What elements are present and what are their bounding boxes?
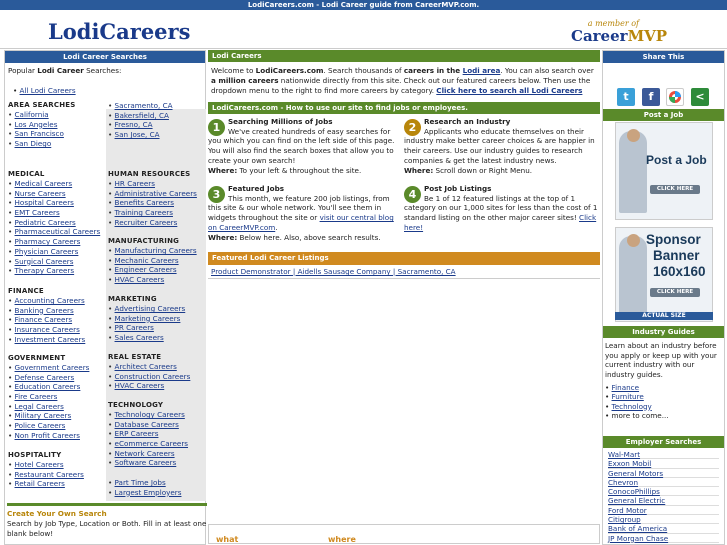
category-link[interactable]: Military Careers [14, 411, 72, 421]
step-body: Applicants who educate themselves on their industry make better career choices & are happier in their careers. Use our industry guides to research companies & get the latest industry news. [404, 126, 595, 165]
ad-line-3: 160x160 [653, 264, 706, 279]
member-text: a member of [587, 19, 639, 28]
step-title: Post Job Listings [424, 184, 492, 193]
category-link[interactable]: Construction Careers [114, 371, 191, 381]
step-1 [208, 117, 402, 175]
careermvp-logo-part1: Career [571, 27, 628, 45]
employer-item [608, 506, 719, 515]
twitter-icon[interactable]: t [617, 88, 635, 106]
step-body-text: Be 1 of 12 featured listings at the top of 1 category on our 1,000 sites for less than the cost of 1 standard listing on the other major career sites! [404, 193, 598, 223]
intro-suffix: Searches: [83, 66, 122, 75]
category-list [108, 246, 205, 285]
step-where [404, 166, 598, 176]
category-link[interactable]: Pediatric Careers [14, 217, 76, 227]
category-list [108, 478, 205, 497]
category-link[interactable]: Advertising Careers [114, 304, 186, 313]
category-item [8, 129, 106, 139]
howto-title: LodiCareers.com - How to use our site to find jobs or employees. [208, 102, 600, 114]
category-item [108, 381, 205, 391]
employer-link[interactable]: Wal-Mart [608, 450, 641, 459]
category-block [108, 101, 205, 140]
category-item [108, 189, 205, 199]
industry-title: Industry Guides [603, 326, 724, 338]
category-item [8, 382, 106, 392]
category-heading: HOSPITALITY [8, 451, 62, 459]
step-number-badge: 4 [404, 186, 421, 203]
intro-prefix: Popular [8, 66, 38, 75]
category-link[interactable]: Surgical Careers [14, 256, 74, 266]
category-link[interactable]: Nurse Careers [14, 188, 66, 198]
category-item [108, 420, 205, 430]
category-item [108, 246, 205, 256]
employer-link[interactable]: General Motors [608, 468, 664, 478]
header-divider [0, 48, 727, 49]
category-block [108, 295, 205, 343]
careermvp-logo-part2: MVP [627, 27, 668, 45]
category-link[interactable]: Insurance Careers [14, 325, 80, 335]
category-item [8, 208, 106, 218]
welcome-part: . Search thousands of [323, 66, 404, 75]
category-link[interactable]: eCommerce Careers [114, 439, 189, 449]
category-link[interactable]: Non Profit Careers [14, 430, 80, 440]
category-link[interactable]: Restaurant Careers [14, 469, 84, 479]
category-link[interactable]: Mechanic Careers [114, 255, 179, 265]
employer-title: Employer Searches [603, 436, 724, 448]
top-banner: LodiCareers.com - Lodi Career guide from CareerMVP.com. [0, 0, 727, 10]
employer-searches [603, 436, 724, 545]
category-heading: MARKETING [108, 295, 157, 303]
category-block [8, 354, 106, 441]
category-link[interactable]: PR Careers [114, 323, 154, 333]
welcome-text [208, 62, 600, 100]
post-job-title: Post a Job [603, 109, 724, 121]
featured-listings [208, 252, 600, 279]
category-link[interactable]: San Francisco [14, 129, 64, 139]
category-item [8, 247, 106, 257]
where-text: Scroll down or Right Menu. [433, 165, 533, 175]
category-link[interactable]: Investment Careers [14, 334, 86, 344]
industry-link[interactable]: Technology [611, 401, 652, 411]
category-item [8, 411, 106, 421]
welcome-bold: a million careers [211, 76, 279, 85]
category-list [8, 460, 106, 489]
industry-link[interactable]: Finance [611, 382, 640, 392]
category-item [8, 460, 106, 470]
category-item [8, 189, 106, 199]
industry-guides [603, 326, 724, 421]
main-title: Lodi Careers [208, 50, 600, 62]
create-search-bar [7, 503, 207, 506]
category-link[interactable]: Fresno, CA [114, 120, 153, 130]
category-item [108, 265, 205, 275]
employer-item [608, 450, 719, 459]
category-heading: MANUFACTURING [108, 237, 180, 245]
step-body [208, 194, 402, 233]
sponsor-banner-ad[interactable] [615, 227, 713, 322]
category-link[interactable]: San Diego [14, 139, 52, 149]
category-list [8, 179, 106, 276]
category-link[interactable]: HVAC Careers [114, 381, 165, 391]
category-block [108, 170, 205, 227]
welcome-part: . You can also search over [500, 66, 594, 75]
category-item [108, 488, 205, 498]
category-list [8, 363, 106, 441]
industry-item [605, 411, 722, 421]
search-all-link[interactable]: Click here to search all Lodi Careers [436, 86, 583, 95]
step-where [208, 166, 402, 176]
category-link[interactable]: Network Careers [114, 448, 175, 458]
category-heading: REAL ESTATE [108, 353, 162, 361]
category-heading: MEDICAL [8, 170, 45, 178]
search-box-frame [208, 524, 600, 544]
category-heading: HUMAN RESOURCES [108, 170, 191, 178]
all-careers-item: • All Lodi Careers [13, 86, 76, 95]
category-link[interactable]: San Jose, CA [114, 130, 160, 140]
category-link[interactable]: Engineer Careers [114, 265, 177, 275]
category-link[interactable]: Training Careers [114, 208, 173, 218]
category-link[interactable]: Sales Careers [114, 333, 164, 343]
category-link[interactable]: Sacramento, CA [114, 101, 173, 110]
actual-size-label: ACTUAL SIZE [615, 312, 713, 320]
category-link[interactable]: HVAC Careers [114, 275, 165, 285]
industry-item [605, 392, 722, 402]
what-label: what [216, 535, 239, 544]
industry-item [605, 383, 722, 393]
category-link[interactable]: Largest Employers [114, 487, 182, 497]
category-item [8, 218, 106, 228]
ad-line-1: Sponsor [646, 232, 701, 247]
category-item [8, 479, 106, 489]
industry-item [605, 402, 722, 412]
google-icon[interactable] [666, 88, 684, 106]
category-item [8, 237, 106, 247]
category-block [108, 237, 205, 285]
category-link[interactable]: ERP Careers [114, 429, 159, 439]
category-item [108, 449, 205, 459]
category-item [8, 325, 106, 335]
category-item [8, 363, 106, 373]
category-link[interactable]: Pharmaceutical Careers [14, 227, 101, 237]
category-link[interactable]: Accounting Careers [14, 296, 85, 305]
ad-headline: Post a Job [646, 153, 707, 167]
employer-item [608, 534, 719, 543]
category-item [8, 198, 106, 208]
welcome-part: Welcome to [211, 66, 256, 75]
employer-item [608, 524, 719, 533]
category-item [108, 458, 205, 468]
category-link[interactable]: Finance Careers [14, 315, 73, 325]
category-item [108, 372, 205, 382]
category-link[interactable]: Defense Careers [14, 372, 75, 382]
social-buttons [603, 63, 724, 101]
where-label: Where: [208, 232, 238, 242]
where-label: where [328, 535, 356, 544]
category-block [108, 478, 205, 497]
category-link[interactable]: Pharmacy Careers [14, 237, 81, 247]
category-block [8, 287, 106, 344]
step-body-text: . [275, 222, 278, 232]
category-item [8, 110, 106, 120]
employer-item [608, 469, 719, 478]
click-here-button[interactable]: CLICK HERE [650, 185, 700, 194]
employer-link[interactable]: General Electric [608, 496, 666, 506]
category-link[interactable]: Marketing Careers [114, 313, 181, 323]
step-body [404, 194, 598, 233]
category-link[interactable]: Education Careers [14, 382, 81, 392]
category-link[interactable]: HR Careers [114, 179, 155, 188]
category-link[interactable]: Technology Careers [114, 410, 185, 419]
industry-more: more to come... [611, 411, 669, 421]
category-item [108, 275, 205, 285]
employer-link[interactable]: Exxon Mobil [608, 459, 652, 469]
category-link[interactable]: Los Angeles [14, 119, 58, 129]
popular-searches-intro [5, 63, 205, 78]
category-item [8, 266, 106, 276]
central-blog-link[interactable]: visit our central blog on CareerMVP.com [208, 213, 394, 232]
category-item [108, 111, 205, 121]
employer-list [603, 448, 724, 545]
category-link[interactable]: Banking Careers [14, 305, 74, 315]
step-number-badge: 2 [404, 119, 421, 136]
category-item [8, 402, 106, 412]
featured-row [208, 265, 600, 279]
where-label: Where: [404, 165, 434, 175]
category-heading: FINANCE [8, 287, 44, 295]
employer-item [608, 496, 719, 505]
welcome-bold: LodiCareers.com [255, 66, 324, 75]
create-search-title: Create Your Own Search [7, 509, 107, 518]
welcome-bold: careers in the [403, 66, 463, 75]
category-block [108, 353, 205, 391]
create-search-text: Search by Job Type, Location or Both. Fill in at least one blank below! [7, 519, 207, 538]
category-block [8, 451, 106, 489]
where-text: Below here. Also, above search results. [237, 232, 381, 242]
category-link[interactable]: Retail Careers [14, 479, 65, 489]
category-item [8, 470, 106, 480]
category-item [8, 120, 106, 130]
category-link[interactable]: Government Careers [14, 363, 90, 372]
category-item [108, 218, 205, 228]
category-link[interactable]: Fire Careers [14, 392, 58, 402]
category-item [108, 256, 205, 266]
category-heading: TECHNOLOGY [108, 401, 164, 409]
main-content [208, 50, 600, 545]
featured-listing-link[interactable]: Product Demonstrator | Aidells Sausage Company | Sacramento, CA [211, 267, 456, 276]
category-item [108, 478, 205, 488]
industry-link[interactable]: Furniture [611, 392, 644, 402]
person-image [619, 236, 647, 318]
employer-link[interactable]: JP Morgan Chase [608, 533, 669, 543]
category-item [108, 198, 205, 208]
category-item [108, 429, 205, 439]
category-item [108, 101, 205, 111]
category-block [8, 101, 106, 149]
employer-link[interactable]: Citigroup [608, 515, 641, 525]
employer-item [608, 478, 719, 487]
header [0, 10, 727, 49]
google-icon-graphic [667, 89, 683, 105]
category-item [8, 296, 106, 306]
category-list [108, 179, 205, 227]
category-item [108, 439, 205, 449]
category-heading: GOVERNMENT [8, 354, 66, 362]
category-link[interactable]: Police Careers [14, 421, 66, 431]
category-block [8, 170, 106, 276]
step-title: Research an Industry [424, 117, 511, 126]
step-number-badge: 3 [208, 186, 225, 203]
ad-line-2: Banner [653, 248, 700, 263]
category-list [8, 110, 106, 149]
category-link[interactable]: Software Careers [114, 458, 177, 468]
category-item [8, 335, 106, 345]
category-link[interactable]: Manufacturing Careers [114, 246, 197, 255]
category-item [8, 373, 106, 383]
person-image [619, 131, 647, 213]
site-logo[interactable]: LodiCareers [48, 19, 191, 44]
category-item [108, 208, 205, 218]
category-item [8, 392, 106, 402]
step-number-badge: 1 [208, 119, 225, 136]
category-item [8, 139, 106, 149]
category-item [108, 120, 205, 130]
category-item [108, 333, 205, 343]
category-link[interactable]: Hospital Careers [14, 198, 74, 208]
category-link[interactable]: Database Careers [114, 419, 179, 429]
featured-title: Featured Lodi Career Listings [208, 252, 600, 265]
category-list [108, 101, 205, 140]
step-where [208, 233, 402, 243]
careermvp-logo[interactable] [571, 27, 667, 45]
industry-list [603, 383, 724, 421]
industry-text: Learn about an industry before you apply or keep up with your current industry with our industry guides. [605, 341, 717, 380]
category-link[interactable]: Legal Careers [14, 401, 64, 411]
category-link[interactable]: Architect Careers [114, 362, 177, 371]
step-body-text: This month, we feature 200 job listings, from this site & our whole network. You'll see them in widgets throughout the site or [208, 193, 390, 223]
category-list [108, 362, 205, 391]
category-link[interactable]: California [14, 110, 49, 119]
category-item [108, 130, 205, 140]
employer-link[interactable]: Bank of America [608, 524, 668, 534]
post-job-ad[interactable] [615, 122, 713, 220]
category-list [8, 296, 106, 344]
category-link[interactable]: Medical Careers [14, 179, 73, 188]
category-link[interactable]: Administrative Careers [114, 188, 197, 198]
category-item [108, 304, 205, 314]
where-text: To your left & throughout the site. [237, 165, 362, 175]
category-link[interactable]: EMT Careers [14, 208, 60, 218]
category-item [8, 227, 106, 237]
category-item [8, 315, 106, 325]
category-item [8, 421, 106, 431]
step-title: Searching Millions of Jobs [228, 117, 333, 126]
category-item [8, 179, 106, 189]
share-title: Share This [603, 51, 724, 63]
category-item [108, 362, 205, 372]
category-link[interactable]: Benefits Careers [114, 198, 174, 208]
category-link[interactable]: Hotel Careers [14, 460, 64, 469]
step-3 [208, 184, 402, 242]
employer-item [608, 459, 719, 468]
welcome-part: nationwide directly from this site. Check out our featured careers below. Then use the dropdown menu to the right to find more careers by category. [211, 76, 591, 95]
category-link[interactable]: Bakersfield, CA [114, 110, 169, 120]
category-list [108, 410, 205, 468]
category-item [8, 306, 106, 316]
step-4 [404, 184, 598, 233]
category-item [108, 179, 205, 189]
category-item [8, 257, 106, 267]
employer-item [608, 515, 719, 524]
category-item [108, 410, 205, 420]
category-item [108, 314, 205, 324]
employer-link[interactable]: Chevron [608, 477, 638, 487]
click-here-button[interactable]: CLICK HERE [650, 288, 700, 297]
left-sidebar [4, 50, 206, 545]
post-job-link[interactable]: Click here! [404, 213, 597, 232]
facebook-icon[interactable]: f [642, 88, 660, 106]
category-item [8, 431, 106, 441]
category-item [108, 323, 205, 333]
where-label: Where: [208, 165, 238, 175]
left-sidebar-title: Lodi Career Searches [5, 51, 205, 63]
share-icon[interactable]: < [691, 88, 709, 106]
employer-link[interactable]: ConocoPhillips [608, 487, 660, 497]
lodi-area-link[interactable]: Lodi area [462, 66, 501, 75]
category-link[interactable]: Part Time Jobs [114, 478, 166, 487]
category-link[interactable]: Recruiter Careers [114, 217, 178, 227]
employer-item [608, 487, 719, 496]
step-body: We've created hundreds of easy searches for you which you can find on the left side of this page. You will also find the search boxes that allow you to create your own search! [208, 126, 395, 165]
employer-link[interactable]: Ford Motor [608, 505, 647, 515]
step-2 [404, 117, 598, 175]
intro-bold: Lodi Career [37, 66, 84, 75]
right-sidebar [602, 50, 725, 545]
category-link[interactable]: Physician Careers [14, 246, 79, 256]
step-title: Featured Jobs [228, 184, 284, 193]
all-careers-link[interactable]: All Lodi Careers [19, 86, 76, 95]
category-list [108, 304, 205, 343]
category-link[interactable]: Therapy Careers [14, 266, 75, 276]
category-heading: AREA SEARCHES [8, 101, 76, 109]
create-search-box [7, 503, 207, 538]
steps-grid [208, 114, 600, 264]
category-block [108, 401, 205, 468]
